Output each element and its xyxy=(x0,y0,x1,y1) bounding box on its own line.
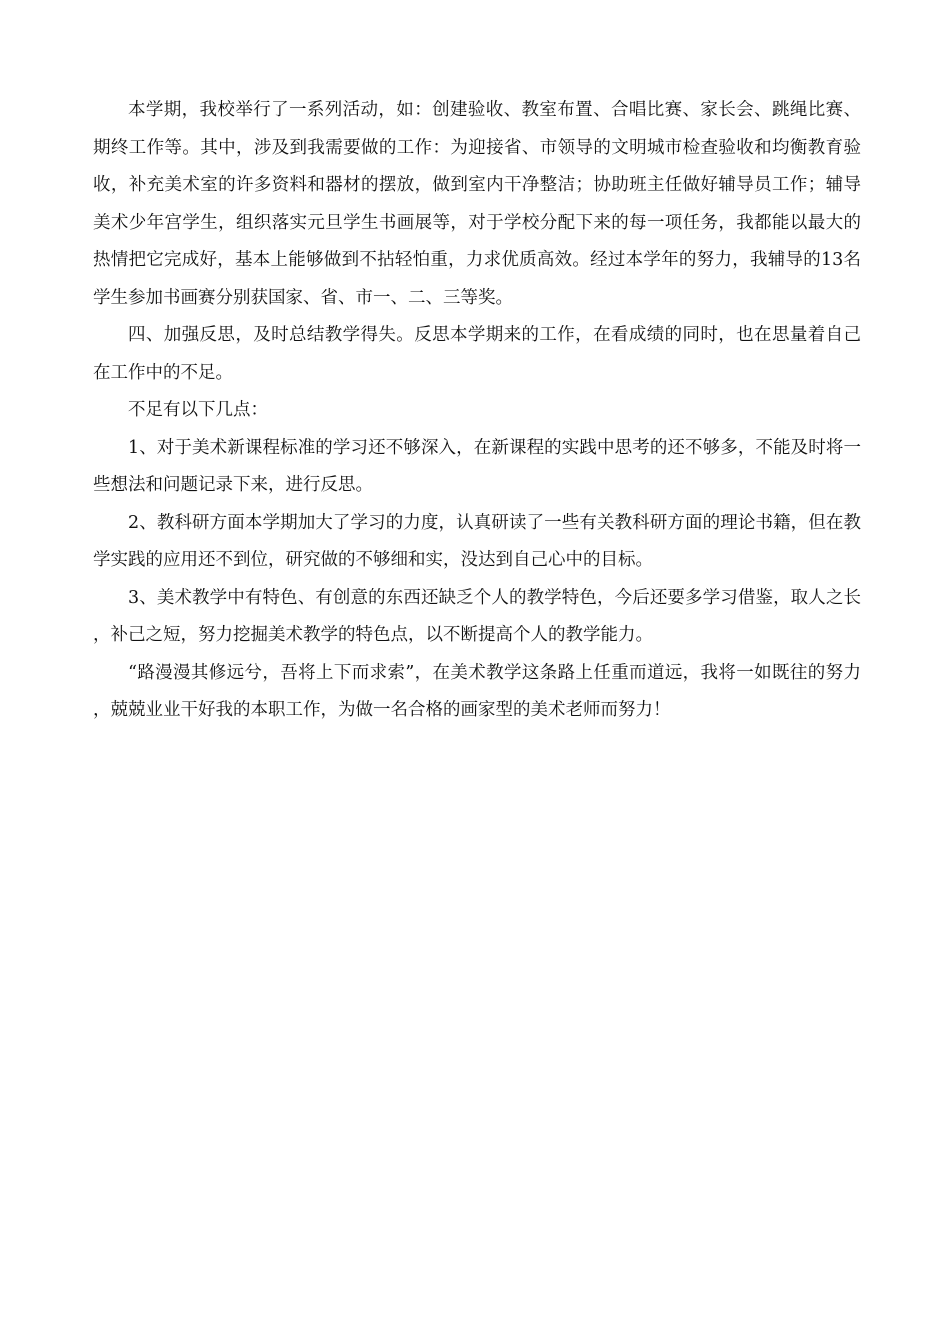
paragraph-conclusion: “路漫漫其修远兮，吾将上下而求索”，在美术教学这条路上任重而道远，我将一如既往的努力，兢兢业业干好我的本职工作，为做一名合格的画家型的美术老师而努力！ xyxy=(93,662,861,720)
paragraph-shortcoming-1: 1、对于美术新课程标准的学习还不够深入，在新课程的实践中思考的还不够多，不能及时将一些想法和问题记录下来，进行反思。 xyxy=(93,437,861,495)
paragraph-shortcomings-intro: 不足有以下几点： xyxy=(128,400,268,420)
document-body xyxy=(93,92,861,730)
paragraph-shortcoming-3: 3、美术教学中有特色、有创意的东西还缺乏个人的教学特色，今后还要多学习借鉴，取人之长，补己之短，努力挖掘美术教学的特色点，以不断提高个人的教学能力。 xyxy=(93,587,861,645)
paragraph-reflection-heading: 四、加强反思，及时总结教学得失。反思本学期来的工作，在看成绩的同时，也在思量着自己在工作中的不足。 xyxy=(93,325,861,383)
paragraph-shortcoming-2: 2、教科研方面本学期加大了学习的力度，认真研读了一些有关教科研方面的理论书籍，但在教学实践的应用还不到位，研究做的不够细和实，没达到自己心中的目标。 xyxy=(93,512,861,570)
paragraph-activities: 本学期，我校举行了一系列活动，如：创建验收、教室布置、合唱比赛、家长会、跳绳比赛、期终工作等。其中，涉及到我需要做的工作：为迎接省、市领导的文明城市检查验收和均衡教育验收，补充美术室的许多资料和器材的摆放，做到室内干净整洁；协助班主任做好辅导员工作；辅导美术少年宫学生，组织落实元旦学生书画展等，对于学校分配下来的每一项任务，我都能以最大的热情把它完成好，基本上能够做到不拈轻怕重，力求优质高效。经过本学年的努力，我辅导的13名学生参加书画赛分别获国家、省、市一、二、三等奖。 xyxy=(93,100,861,308)
